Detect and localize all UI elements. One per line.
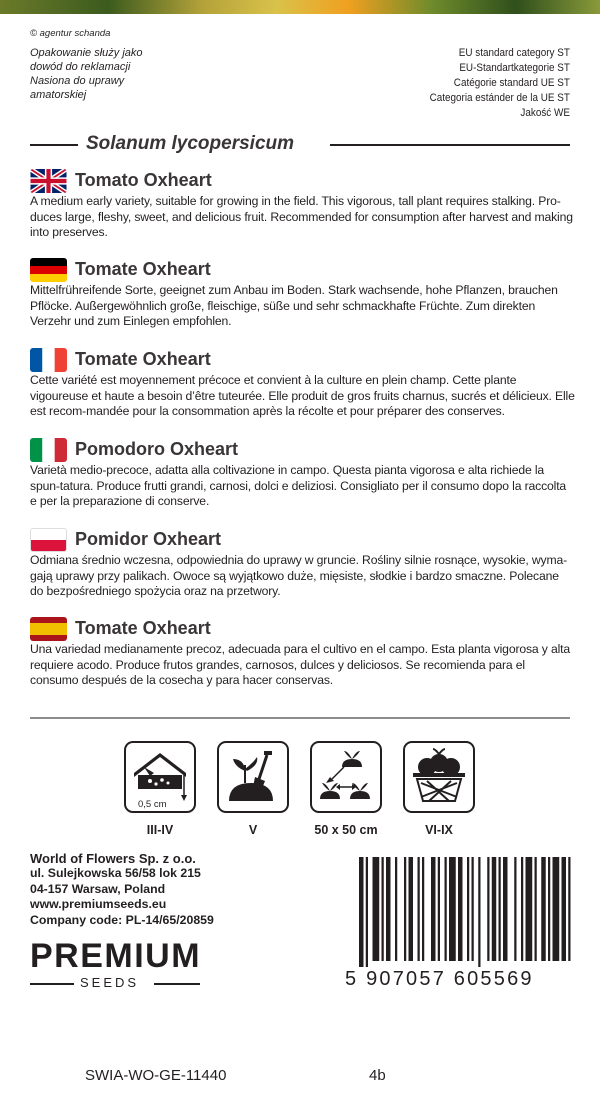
barcode xyxy=(355,857,575,967)
barcode-bar xyxy=(562,857,567,961)
barcode-bar xyxy=(548,857,550,961)
header-left-line: dowód do reklamacji xyxy=(30,61,131,73)
section-title: Tomato Oxheart xyxy=(75,170,212,190)
species-rule-right xyxy=(330,144,570,146)
company-website: www.premiumseeds.eu xyxy=(30,897,167,912)
company-info xyxy=(30,851,214,928)
section-spanish xyxy=(30,617,575,689)
barcode-bar xyxy=(553,857,560,961)
copyright-text: © agentur schanda xyxy=(30,28,111,39)
company-name: World of Flowers Sp. z o.o. xyxy=(30,851,196,866)
barcode-bar xyxy=(503,857,508,961)
header-right-line: EU-Standartkategorie ST xyxy=(459,62,570,74)
species-name: Solanum lycopersicum xyxy=(86,133,295,154)
barcode-bar xyxy=(568,857,570,961)
barcode-bar xyxy=(438,857,440,961)
barcode-bar xyxy=(409,857,414,961)
header-right-line: Jakość WE xyxy=(520,107,570,119)
planting-period-label: V xyxy=(248,823,258,837)
barcode-bar xyxy=(382,857,384,961)
barcode-bar xyxy=(458,857,463,961)
planting-out-icon xyxy=(217,741,289,813)
section-divider xyxy=(30,717,570,719)
barcode-bar xyxy=(526,857,533,961)
barcode-bar xyxy=(373,857,380,961)
barcode-bar xyxy=(487,857,489,961)
harvest-basket-icon xyxy=(403,741,475,813)
section-description: Odmiana średnio wczesna, odpowiednia do uprawy w gruncie. Rośliny silnie rosnące, wysokie, wyma-gają uprawy przy palikach. Owoce są wyjątkowo duże, mięsiste, słodkie i bardzo smaczne. Polecane do bezpośredniego spożycia oraz na przetwory. xyxy=(30,553,568,598)
premium-seeds-logo xyxy=(30,938,201,991)
barcode-bar xyxy=(499,857,501,961)
header-right-line: Catégorie standard UE ST xyxy=(453,77,570,89)
barcode-bar xyxy=(404,857,406,961)
section-title: Tomate Oxheart xyxy=(75,618,211,638)
spain-flag-icon xyxy=(30,617,67,641)
italy-flag-icon xyxy=(30,438,67,462)
section-title: Pomodoro Oxheart xyxy=(75,439,239,459)
section-description: Varietà medio-precoce, adatta alla coltivazione in campo. Questa pianta vigorosa e alta richiede la spun-tatura. Produce frutti grandi, carnosi, dolci e deliziosi. Consigliato per il consumo dopo la raccolta e per la preparazione di conserve. xyxy=(30,463,567,508)
poland-flag-icon xyxy=(30,528,67,552)
section-description: Mittelfrühreifende Sorte, geeignet zum Anbau im Boden. Stark wachsende, hohe Pflanzen, brauchen Pflöcke. Außergewöhnlich große, fleischige, süße und sehr schmackhafte Früchte. Zum direkten Verzehr und zum Einlegen empfohlen. xyxy=(30,283,558,328)
barcode-bar xyxy=(541,857,546,961)
barcode-bar xyxy=(535,857,537,961)
sowing-indoor-icon xyxy=(124,741,196,813)
section-title: Tomate Oxheart xyxy=(75,349,211,369)
logo-seeds-text: SEEDS xyxy=(80,975,140,990)
uk-flag-icon xyxy=(30,169,67,193)
barcode-bar xyxy=(431,857,436,961)
barcode-number: 5 907057 605569 xyxy=(345,968,534,990)
section-english xyxy=(30,169,575,241)
header-left-line: Opakowanie służy jako xyxy=(30,47,143,59)
footer-page-number: 4b xyxy=(369,1067,386,1084)
company-address-line2: 04-157 Warsaw, Poland xyxy=(30,881,166,896)
france-flag-icon xyxy=(30,348,67,372)
species-rule-left xyxy=(30,144,78,146)
header-left-line: amatorskiej xyxy=(30,89,87,101)
germany-flag-icon xyxy=(30,258,67,282)
barcode-bar xyxy=(467,857,469,961)
barcode-bar xyxy=(395,857,397,961)
company-address-line1: ul. Sulejkowska 56/58 lok 215 xyxy=(30,866,201,881)
logo-premium-text: PREMIUM xyxy=(30,937,202,975)
barcode-bar xyxy=(478,857,480,967)
barcode-bar xyxy=(449,857,456,961)
barcode-bar xyxy=(472,857,474,961)
barcode-bar xyxy=(386,857,391,961)
section-description: A medium early variety, suitable for growing in the field. This vigorous, tall plant requires stalking. Pro-duces large, fleshy, sweet, and delicious fruit. Recommended for consumption after harvest and making into preserves. xyxy=(30,194,573,239)
header-left xyxy=(30,27,230,102)
section-description: Cette variété est moyennement précoce et convient à la culture en plein champ. Cette plante vigoureuse et haute a besoin d’être tuteurée. Elle produit de gros fruits charnus, sucrés et délicieux. Elle est recom-mandée pour la consommation après la récolte et pour préparer des conserves. xyxy=(30,373,575,418)
section-description: Una variedad medianamente precoz, adecuada para el cultivo en el campo. Esta planta vigorosa y alta requiere acodo. Produce frutos grandes, carnosos, dulces y deliciosos. Se recomienda para el consumo después de la cosecha y para hacer conservas. xyxy=(30,642,571,687)
spacing-icon xyxy=(310,741,382,813)
species-heading xyxy=(30,134,570,156)
barcode-bar xyxy=(445,857,447,961)
section-german xyxy=(30,258,575,330)
sowing-period-label: III-IV xyxy=(146,823,174,837)
header-right-line: Categoria estánder de la UE ST xyxy=(429,92,570,104)
header-left-line: Nasiona do uprawy xyxy=(30,75,125,87)
sowing-depth-label: 0,5 cm xyxy=(138,799,167,810)
section-polish xyxy=(30,528,575,600)
header-right-line: EU standard category ST xyxy=(458,47,570,59)
barcode-bar xyxy=(418,857,420,961)
section-italian xyxy=(30,438,575,510)
barcode-bar xyxy=(514,857,516,961)
header-right xyxy=(430,46,570,121)
harvest-period-label: VI-IX xyxy=(425,823,453,837)
barcode-bar xyxy=(492,857,497,961)
barcode-bar xyxy=(359,857,364,967)
barcode-bar xyxy=(422,857,424,961)
section-title: Tomate Oxheart xyxy=(75,259,211,279)
top-photo-strip xyxy=(0,0,600,14)
spacing-label: 50 x 50 cm xyxy=(314,823,378,837)
barcode-bar xyxy=(521,857,523,961)
footer-product-code: SWIA-WO-GE-11440 xyxy=(85,1067,227,1084)
section-title: Pomidor Oxheart xyxy=(75,529,222,549)
barcode-bar xyxy=(366,857,368,967)
company-code: Company code: PL-14/65/20859 xyxy=(30,912,214,927)
section-french xyxy=(30,348,575,420)
